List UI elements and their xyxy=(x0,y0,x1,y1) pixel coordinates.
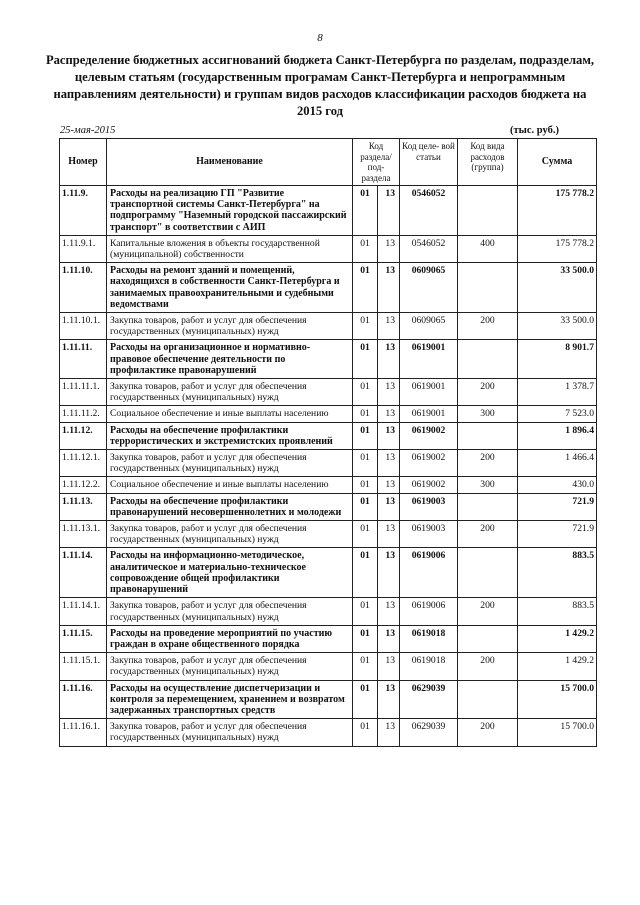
row-name: Расходы на ремонт зданий и помещений, находящихся в собственности Санкт-Петербурга и занимаемых правоохранительными и судебными ведомствами xyxy=(107,263,353,313)
row-section-code: 01 xyxy=(353,422,378,449)
row-amount: 15 700.0 xyxy=(518,680,597,719)
row-amount: 883.5 xyxy=(518,548,597,598)
row-expense-type: 200 xyxy=(458,313,518,340)
page-number: 8 xyxy=(317,32,323,44)
table-row xyxy=(60,493,597,520)
row-target-code: 0619002 xyxy=(400,477,458,493)
row-subsection-code: 13 xyxy=(378,406,400,422)
row-target-code: 0619018 xyxy=(400,653,458,680)
row-target-code: 0546052 xyxy=(400,235,458,262)
row-section-code: 01 xyxy=(353,235,378,262)
row-name: Расходы на организационное и нормативно-правовое обеспечение деятельности по профилактике правонарушений xyxy=(107,340,353,379)
row-target-code: 0609065 xyxy=(400,263,458,313)
row-name: Социальное обеспечение и иные выплаты населению xyxy=(107,406,353,422)
row-subsection-code: 13 xyxy=(378,235,400,262)
row-expense-type xyxy=(458,625,518,652)
row-subsection-code: 13 xyxy=(378,719,400,746)
row-target-code: 0629039 xyxy=(400,680,458,719)
row-number: 1.11.15. xyxy=(60,625,107,652)
table-row xyxy=(60,340,597,379)
row-expense-type: 200 xyxy=(458,521,518,548)
row-subsection-code: 13 xyxy=(378,379,400,406)
row-amount: 721.9 xyxy=(518,521,597,548)
row-amount: 1 466.4 xyxy=(518,450,597,477)
table-row xyxy=(60,186,597,236)
budget-table xyxy=(59,138,597,747)
row-subsection-code: 13 xyxy=(378,477,400,493)
row-name: Расходы на обеспечение профилактики правонарушений несовершеннолетних и молодежи xyxy=(107,493,353,520)
row-number: 1.11.16. xyxy=(60,680,107,719)
row-amount: 430.0 xyxy=(518,477,597,493)
row-expense-type xyxy=(458,493,518,520)
row-subsection-code: 13 xyxy=(378,313,400,340)
row-subsection-code: 13 xyxy=(378,653,400,680)
row-number: 1.11.9. xyxy=(60,186,107,236)
header-amount: Сумма xyxy=(518,139,597,186)
row-number: 1.11.12.1. xyxy=(60,450,107,477)
row-section-code: 01 xyxy=(353,340,378,379)
row-number: 1.11.13.1. xyxy=(60,521,107,548)
row-target-code: 0619003 xyxy=(400,521,458,548)
row-number: 1.11.13. xyxy=(60,493,107,520)
row-subsection-code: 13 xyxy=(378,548,400,598)
header-number: Номер xyxy=(60,139,107,186)
table-row xyxy=(60,313,597,340)
row-name: Расходы на информационно-методическое, аналитическое и материально-техническое сопровождение общей профилактики правонарушений xyxy=(107,548,353,598)
table-row xyxy=(60,548,597,598)
row-number: 1.11.11.2. xyxy=(60,406,107,422)
row-target-code: 0546052 xyxy=(400,186,458,236)
row-name: Капитальные вложения в объекты государственной (муниципальной) собственности xyxy=(107,235,353,262)
row-section-code: 01 xyxy=(353,598,378,625)
row-expense-type xyxy=(458,548,518,598)
row-expense-type: 300 xyxy=(458,406,518,422)
units-label: (тыс. руб.) xyxy=(510,125,559,136)
row-name: Расходы на проведение мероприятий по участию граждан в охране общественного порядка xyxy=(107,625,353,652)
row-amount: 1 429.2 xyxy=(518,653,597,680)
document-date: 25-мая-2015 xyxy=(60,125,116,136)
row-subsection-code: 13 xyxy=(378,186,400,236)
row-expense-type: 300 xyxy=(458,477,518,493)
row-name: Закупка товаров, работ и услуг для обеспечения государственных (муниципальных) нужд xyxy=(107,598,353,625)
row-number: 1.11.12. xyxy=(60,422,107,449)
row-subsection-code: 13 xyxy=(378,263,400,313)
row-expense-type: 200 xyxy=(458,450,518,477)
table-row xyxy=(60,625,597,652)
row-subsection-code: 13 xyxy=(378,422,400,449)
row-expense-type xyxy=(458,680,518,719)
table-row xyxy=(60,477,597,493)
table-row xyxy=(60,680,597,719)
row-name: Закупка товаров, работ и услуг для обеспечения государственных (муниципальных) нужд xyxy=(107,719,353,746)
row-number: 1.11.12.2. xyxy=(60,477,107,493)
row-target-code: 0619003 xyxy=(400,493,458,520)
row-amount: 883.5 xyxy=(518,598,597,625)
row-expense-type xyxy=(458,340,518,379)
row-subsection-code: 13 xyxy=(378,680,400,719)
row-section-code: 01 xyxy=(353,625,378,652)
table-row xyxy=(60,235,597,262)
row-target-code: 0619001 xyxy=(400,340,458,379)
row-amount: 175 778.2 xyxy=(518,186,597,236)
row-amount: 1 429.2 xyxy=(518,625,597,652)
row-amount: 15 700.0 xyxy=(518,719,597,746)
row-section-code: 01 xyxy=(353,263,378,313)
row-expense-type: 200 xyxy=(458,379,518,406)
row-amount: 8 901.7 xyxy=(518,340,597,379)
table-row xyxy=(60,719,597,746)
table-row xyxy=(60,263,597,313)
row-name: Закупка товаров, работ и услуг для обеспечения государственных (муниципальных) нужд xyxy=(107,521,353,548)
row-amount: 175 778.2 xyxy=(518,235,597,262)
row-target-code: 0619002 xyxy=(400,422,458,449)
row-amount: 721.9 xyxy=(518,493,597,520)
header-name: Наименование xyxy=(107,139,353,186)
table-row xyxy=(60,422,597,449)
row-expense-type xyxy=(458,186,518,236)
row-amount: 1 896.4 xyxy=(518,422,597,449)
table-row xyxy=(60,450,597,477)
row-number: 1.11.15.1. xyxy=(60,653,107,680)
row-section-code: 01 xyxy=(353,406,378,422)
row-section-code: 01 xyxy=(353,653,378,680)
table-row xyxy=(60,521,597,548)
table-row xyxy=(60,653,597,680)
row-subsection-code: 13 xyxy=(378,340,400,379)
row-section-code: 01 xyxy=(353,379,378,406)
row-expense-type xyxy=(458,422,518,449)
row-expense-type: 400 xyxy=(458,235,518,262)
row-amount: 33 500.0 xyxy=(518,263,597,313)
row-name: Расходы на реализацию ГП "Развитие транспортной системы Санкт-Петербурга" на подпрограмму "Наземный городской пассажирский транспорт" в соответствии с АИП xyxy=(107,186,353,236)
row-name: Социальное обеспечение и иные выплаты населению xyxy=(107,477,353,493)
row-section-code: 01 xyxy=(353,548,378,598)
row-amount: 1 378.7 xyxy=(518,379,597,406)
row-target-code: 0609065 xyxy=(400,313,458,340)
row-number: 1.11.10.1. xyxy=(60,313,107,340)
row-target-code: 0619006 xyxy=(400,548,458,598)
row-expense-type: 200 xyxy=(458,653,518,680)
row-target-code: 0629039 xyxy=(400,719,458,746)
row-section-code: 01 xyxy=(353,493,378,520)
row-number: 1.11.14.1. xyxy=(60,598,107,625)
row-subsection-code: 13 xyxy=(378,450,400,477)
row-section-code: 01 xyxy=(353,186,378,236)
row-target-code: 0619002 xyxy=(400,450,458,477)
row-section-code: 01 xyxy=(353,680,378,719)
row-subsection-code: 13 xyxy=(378,521,400,548)
row-amount: 33 500.0 xyxy=(518,313,597,340)
row-subsection-code: 13 xyxy=(378,625,400,652)
page-title: Распределение бюджетных ассигнований бюджета Санкт-Петербурга по разделам, подразделам, целевым статьям (государственным програмам Санкт-Петербурга и непрограммным направлениям деятельности) и группам видов расходов классификации расходов бюджета на 2015 год xyxy=(45,53,595,118)
row-number: 1.11.10. xyxy=(60,263,107,313)
row-section-code: 01 xyxy=(353,450,378,477)
row-name: Закупка товаров, работ и услуг для обеспечения государственных (муниципальных) нужд xyxy=(107,653,353,680)
row-target-code: 0619018 xyxy=(400,625,458,652)
row-target-code: 0619001 xyxy=(400,406,458,422)
row-number: 1.11.16.1. xyxy=(60,719,107,746)
row-section-code: 01 xyxy=(353,719,378,746)
row-subsection-code: 13 xyxy=(378,493,400,520)
header-expense-type-code: Код вида расходов (группа) xyxy=(458,139,518,186)
row-number: 1.11.9.1. xyxy=(60,235,107,262)
row-name: Закупка товаров, работ и услуг для обеспечения государственных (муниципальных) нужд xyxy=(107,450,353,477)
header-target-code: Код целе- вой статьи xyxy=(400,139,458,186)
row-expense-type: 200 xyxy=(458,719,518,746)
row-number: 1.11.11. xyxy=(60,340,107,379)
row-target-code: 0619006 xyxy=(400,598,458,625)
row-section-code: 01 xyxy=(353,521,378,548)
row-number: 1.11.14. xyxy=(60,548,107,598)
row-name: Расходы на осуществление диспетчеризации и контроля за перемещением, хранением и возвратом задержанных транспортных средств xyxy=(107,680,353,719)
table-header-row xyxy=(60,139,597,186)
table-row xyxy=(60,379,597,406)
row-expense-type: 200 xyxy=(458,598,518,625)
table-row xyxy=(60,598,597,625)
row-target-code: 0619001 xyxy=(400,379,458,406)
table-body xyxy=(60,186,597,747)
row-name: Закупка товаров, работ и услуг для обеспечения государственных (муниципальных) нужд xyxy=(107,379,353,406)
row-subsection-code: 13 xyxy=(378,598,400,625)
row-section-code: 01 xyxy=(353,313,378,340)
row-name: Закупка товаров, работ и услуг для обеспечения государственных (муниципальных) нужд xyxy=(107,313,353,340)
row-amount: 7 523.0 xyxy=(518,406,597,422)
table-row xyxy=(60,406,597,422)
row-section-code: 01 xyxy=(353,477,378,493)
row-number: 1.11.11.1. xyxy=(60,379,107,406)
row-expense-type xyxy=(458,263,518,313)
row-name: Расходы на обеспечение профилактики террористических и экстремистских проявлений xyxy=(107,422,353,449)
header-section-code: Код раздела/ под- раздела xyxy=(353,139,400,186)
